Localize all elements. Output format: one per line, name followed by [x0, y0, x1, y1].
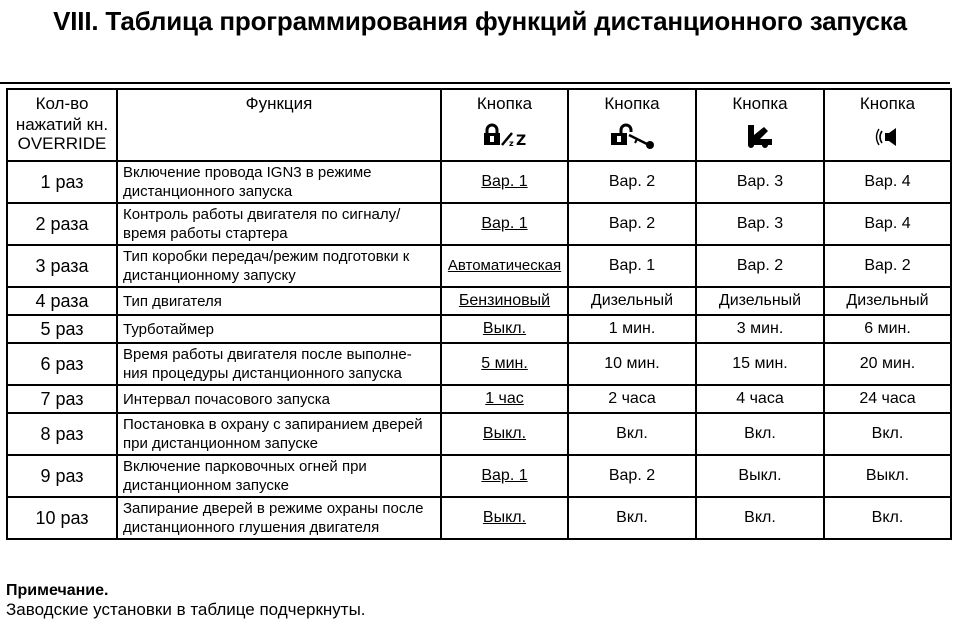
table-row: [7, 343, 951, 385]
table-row: [7, 497, 951, 539]
programming-table-area: [0, 82, 960, 554]
function-cell: [117, 287, 441, 315]
default-value: 1 час: [485, 390, 524, 407]
function-line: Постановка в охрану с запиранием дверей: [123, 416, 423, 433]
value-cell: Вар. 2: [824, 245, 951, 287]
value-cell: Выкл.: [696, 455, 824, 497]
default-value: Выкл.: [482, 320, 527, 337]
header-count-line2: нажатий кн.: [15, 115, 109, 134]
value-cell: Дизельный: [696, 287, 824, 315]
note-heading: Примечание.: [6, 582, 109, 599]
table-row: [7, 161, 951, 203]
table-row: [7, 203, 951, 245]
table-row: [7, 287, 951, 315]
header-count: [7, 89, 117, 161]
header-function: Функция: [117, 89, 441, 161]
header-button-3: [696, 89, 824, 161]
value-cell-default: [441, 161, 568, 203]
top-rule: [0, 82, 950, 84]
value-cell: Вар. 2: [568, 455, 696, 497]
function-line: дистанционному запуску: [123, 267, 296, 284]
car-trunk-icon: [697, 120, 824, 154]
programming-table: [6, 88, 952, 540]
function-cell: [117, 315, 441, 343]
function-line: дистанционного глушения двигателя: [123, 519, 380, 536]
unlock-key-icon: [569, 120, 696, 154]
value-cell: Вкл.: [824, 497, 951, 539]
value-cell: Дизельный: [568, 287, 696, 315]
header-count-line3: OVERRIDE: [17, 134, 107, 153]
header-button-2-label: Кнопка: [604, 94, 660, 113]
value-cell: 15 мин.: [696, 343, 824, 385]
count-cell: 3 раза: [7, 245, 117, 287]
default-value: Выкл.: [482, 509, 527, 526]
value-cell: 24 часа: [824, 385, 951, 413]
value-cell: Выкл.: [824, 455, 951, 497]
function-line: ния процедуры дистанционного запуска: [123, 365, 402, 382]
value-cell-default: [441, 497, 568, 539]
count-cell: 8 раз: [7, 413, 117, 455]
table-row: [7, 245, 951, 287]
function-line: Включение провода IGN3 в режиме: [123, 164, 372, 181]
function-cell: [117, 203, 441, 245]
header-button-2: [568, 89, 696, 161]
function-cell: [117, 161, 441, 203]
function-line: дистанционном запуске: [123, 477, 289, 494]
function-line: Контроль работы двигателя по сигналу/: [123, 206, 401, 223]
function-cell: [117, 245, 441, 287]
value-cell-default: [441, 315, 568, 343]
note-text: Заводские установки в таблице подчеркнуты.: [6, 600, 366, 619]
value-cell: Вкл.: [696, 497, 824, 539]
value-cell: 3 мин.: [696, 315, 824, 343]
count-cell: 7 раз: [7, 385, 117, 413]
value-cell: Вар. 4: [824, 203, 951, 245]
function-line: Запирание дверей в режиме охраны после: [123, 500, 424, 517]
header-row: [7, 89, 951, 161]
function-cell: [117, 455, 441, 497]
default-value: 5 мин.: [481, 355, 528, 372]
function-line: дистанционного запуска: [123, 183, 293, 200]
value-cell-default: [441, 413, 568, 455]
value-cell: 6 мин.: [824, 315, 951, 343]
value-cell: Вар. 2: [696, 245, 824, 287]
default-value: Вар. 1: [481, 215, 528, 232]
svg-text:Z: Z: [516, 133, 527, 149]
header-button-1: [441, 89, 568, 161]
value-cell: Вар. 4: [824, 161, 951, 203]
value-cell-default: [441, 245, 568, 287]
count-cell: 1 раз: [7, 161, 117, 203]
value-cell-default: [441, 203, 568, 245]
count-cell: 5 раз: [7, 315, 117, 343]
value-cell: 10 мин.: [568, 343, 696, 385]
count-cell: 10 раз: [7, 497, 117, 539]
table-row: [7, 413, 951, 455]
function-line: Тип коробки передач/режим подготовки к: [123, 248, 410, 265]
value-cell: Вкл.: [824, 413, 951, 455]
function-line: время работы стартера: [123, 225, 288, 242]
value-cell: 2 часа: [568, 385, 696, 413]
function-cell: [117, 497, 441, 539]
count-cell: 2 раза: [7, 203, 117, 245]
value-cell-default: [441, 385, 568, 413]
function-cell: [117, 413, 441, 455]
value-cell: Вар. 3: [696, 203, 824, 245]
function-line: Тип двигателя: [123, 292, 222, 310]
value-cell: Вар. 1: [568, 245, 696, 287]
header-count-line1: Кол-во: [35, 94, 89, 113]
value-cell: Вкл.: [568, 497, 696, 539]
header-button-1-label: Кнопка: [476, 94, 533, 113]
value-cell-default: [441, 343, 568, 385]
header-button-3-label: Кнопка: [732, 94, 788, 113]
value-cell: Вар. 3: [696, 161, 824, 203]
value-cell: Дизельный: [824, 287, 951, 315]
function-line: Интервал почасового запуска: [123, 390, 331, 408]
function-cell: [117, 385, 441, 413]
value-cell: Вкл.: [696, 413, 824, 455]
value-cell: 4 часа: [696, 385, 824, 413]
function-line: Турботаймер: [123, 320, 215, 338]
function-line: при дистанционном запуске: [123, 435, 318, 452]
count-cell: 9 раз: [7, 455, 117, 497]
default-value: Автоматическая: [447, 257, 562, 274]
value-cell-default: [441, 287, 568, 315]
default-value: Вар. 1: [481, 173, 528, 190]
table-row: [7, 455, 951, 497]
table-row: [7, 385, 951, 413]
default-value: Выкл.: [482, 425, 527, 442]
count-cell: 4 раза: [7, 287, 117, 315]
value-cell: Вар. 2: [568, 203, 696, 245]
page-title: VIII. Таблица программирования функций дистанционного запуска: [53, 6, 907, 36]
function-cell: [117, 343, 441, 385]
table-row: [7, 315, 951, 343]
default-value: Бензиновый: [458, 292, 551, 309]
value-cell-default: [441, 455, 568, 497]
header-button-4-label: Кнопка: [859, 94, 916, 113]
default-value: Вар. 1: [481, 467, 528, 484]
count-cell: 6 раз: [7, 343, 117, 385]
value-cell: Вар. 2: [568, 161, 696, 203]
value-cell: 1 мин.: [568, 315, 696, 343]
svg-text:z: z: [509, 139, 514, 148]
header-button-4: [824, 89, 951, 161]
function-line: Включение парковочных огней при: [123, 458, 367, 475]
function-line: Время работы двигателя после выполне-: [123, 346, 412, 363]
value-cell: 20 мин.: [824, 343, 951, 385]
lock-zz-icon: [442, 120, 568, 154]
value-cell: Вкл.: [568, 413, 696, 455]
speaker-icon: [825, 120, 951, 154]
